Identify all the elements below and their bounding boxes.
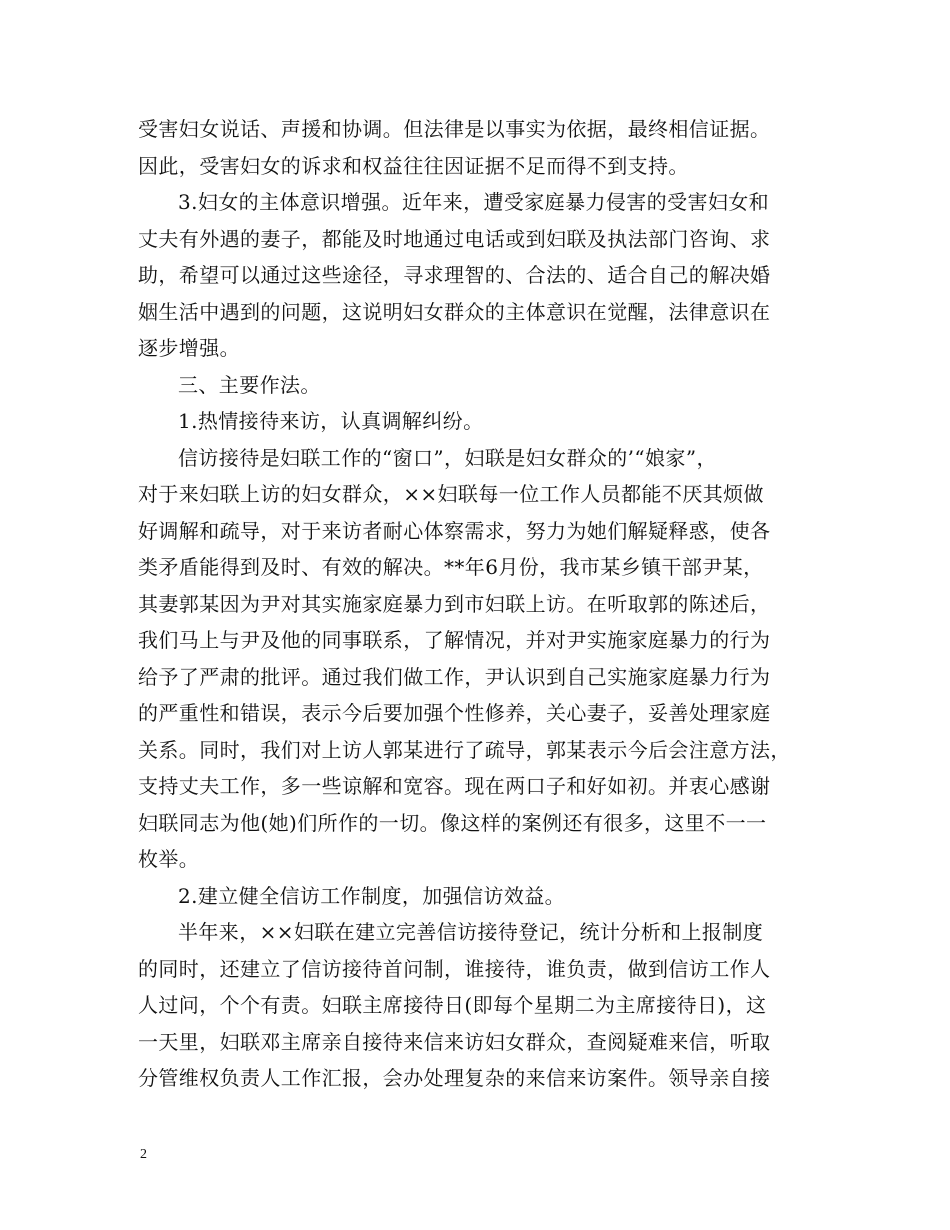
text-line: 半年来，××妇联在建立完善信访接待登记，统计分析和上报制度 xyxy=(178,920,764,944)
subsection-heading: 1.热情接待来访，认真调解纠纷。 xyxy=(178,409,484,433)
text-line: 妇联同志为他(她)们所作的一切。像这样的案例还有很多，这里不一一 xyxy=(138,811,767,835)
text-line: 类矛盾能得到及时、有效的解决。**年6月份，我市某乡镇干部尹某， xyxy=(138,555,764,579)
page-number: 2 xyxy=(140,1147,147,1162)
text-line: 的严重性和错误，表示今后要加强个性修养，关心妻子，妥善处理家庭 xyxy=(138,701,771,725)
text-line: 我们马上与尹及他的同事联系，了解情况，并对尹实施家庭暴力的行为 xyxy=(138,628,771,652)
text-line: 3.妇女的主体意识增强。近年来，遭受家庭暴力侵害的受害妇女和 xyxy=(178,190,770,214)
subsection-heading: 2.建立健全信访工作制度，加强信访效益。 xyxy=(178,884,566,908)
text-line: 给予了严肃的批评。通过我们做工作，尹认识到自己实施家庭暴力行为 xyxy=(138,665,771,689)
text-line: 姻生活中遇到的问题，这说明妇女群众的主体意识在觉醒，法律意识在 xyxy=(138,300,771,324)
text-line: 助，希望可以通过这些途径，寻求理智的、合法的、适合自己的解决婚 xyxy=(138,263,771,287)
text-line: 其妻郭某因为尹对其实施家庭暴力到市妇联上访。在听取郭的陈述后， xyxy=(138,592,771,616)
text-line: 分管维权负责人工作汇报，会办处理复杂的来信来访案件。领导亲自接 xyxy=(138,1066,771,1090)
text-line: 一天里，妇联邓主席亲自接待来信来访妇女群众，查阅疑难来信，听取 xyxy=(138,1030,771,1054)
text-line: 因此，受害妇女的诉求和权益往往因证据不足而得不到支持。 xyxy=(138,154,689,178)
text-line: 信访接待是妇联工作的“窗口”，妇联是妇女群众的’“娘家”， xyxy=(178,446,717,470)
text-line: 人过问，个个有责。妇联主席接待日(即每个星期二为主席接待日)，这 xyxy=(138,993,767,1017)
text-line: 对于来妇联上访的妇女群众，××妇联每一位工作人员都能不厌其烦做 xyxy=(138,482,764,506)
text-line: 支持丈夫工作，多一些谅解和宽容。现在两口子和好如初。并衷心感谢 xyxy=(138,774,771,798)
text-line: 关系。同时，我们对上访人郭某进行了疏导，郭某表示今后会注意方法， xyxy=(138,738,791,762)
text-line: 枚举。 xyxy=(138,847,200,871)
text-line: 好调解和疏导，对于来访者耐心体察需求，努力为她们解疑释惑，使各 xyxy=(138,519,771,543)
section-heading: 三、主要作法。 xyxy=(178,373,321,397)
text-line: 丈夫有外遇的妻子，都能及时地通过电话或到妇联及执法部门咨询、求 xyxy=(138,227,771,251)
text-line: 逐步增强。 xyxy=(138,336,240,360)
text-line: 受害妇女说话、声援和协调。但法律是以事实为依据，最终相信证据。 xyxy=(138,117,771,141)
text-line: 的同时，还建立了信访接待首问制，谁接待，谁负责，做到信访工作人 xyxy=(138,957,771,981)
